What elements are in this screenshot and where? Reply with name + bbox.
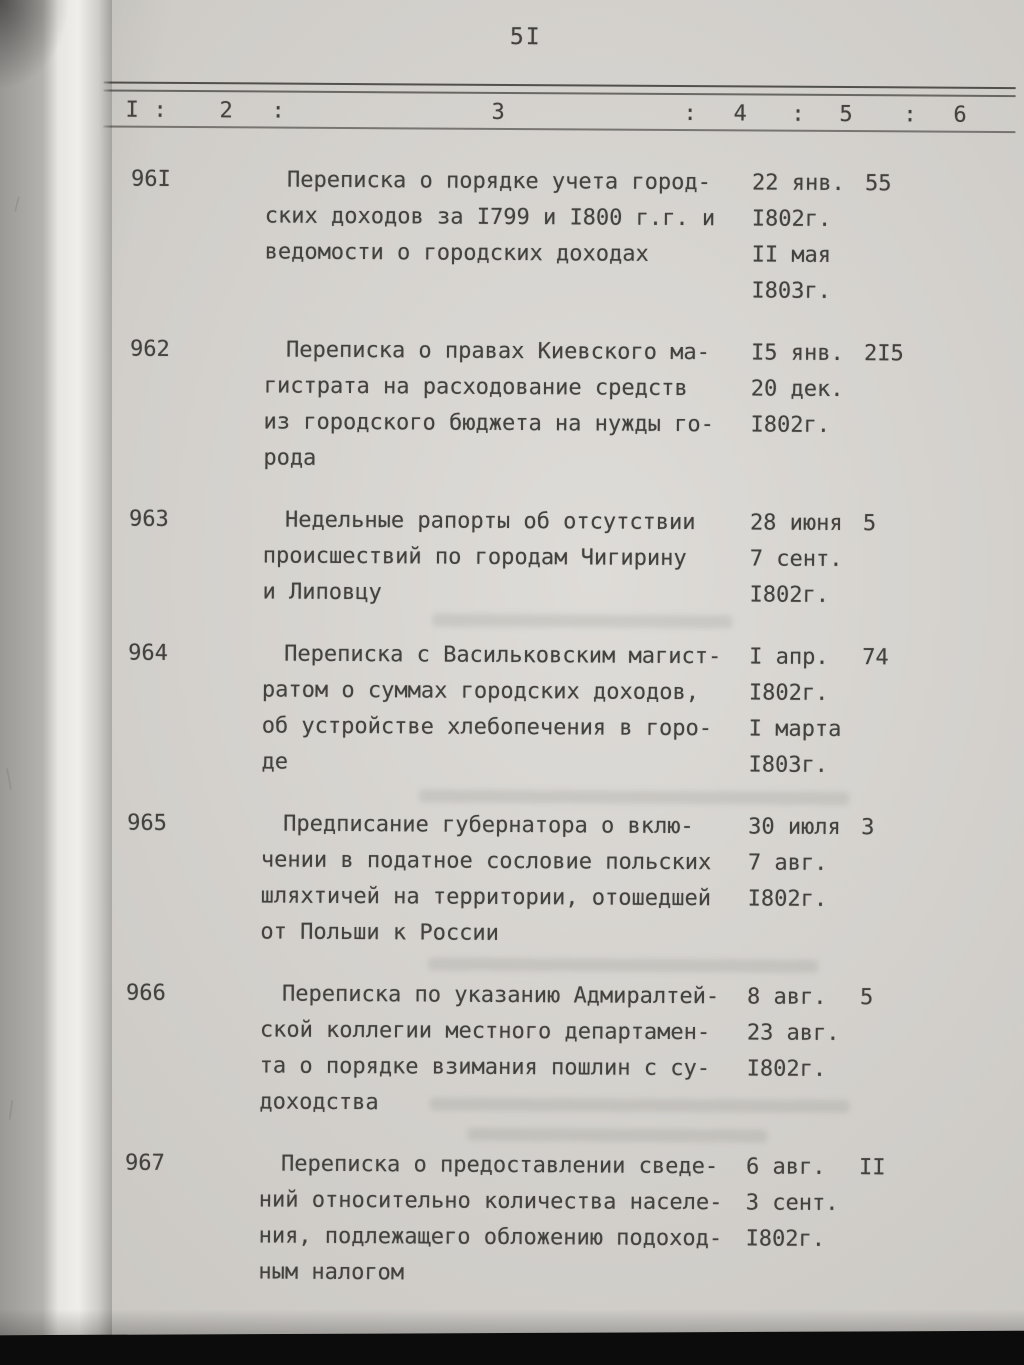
entry-dates: 28 июня 7 сент. I802г. [749, 510, 843, 608]
column-label-3: 3 [491, 99, 505, 125]
inventory-entry [0, 501, 1024, 615]
entry-description: Недельные рапорты об отсутствии происшествий по городам Чигирину и Липовцу [262, 507, 696, 606]
entry-page-count: 2I5 [863, 341, 904, 367]
inventory-entries-list [0, 161, 1024, 1321]
entry-page-count: 55 [864, 171, 892, 197]
entry-description: Переписка с Васильковским магист- ратом о суммах городских доходов, об устройстве хлебопечения в горо- де [261, 641, 722, 775]
column-separator: : [271, 98, 285, 124]
entry-page-count: II [858, 1155, 886, 1181]
entry-dates: 22 янв. I802г. II мая I803г. [751, 170, 845, 304]
table-column-header [3, 97, 1024, 129]
bleed-through-smudge [432, 614, 732, 629]
entry-number: 967 [124, 1150, 165, 1176]
entry-number: 966 [126, 980, 166, 1006]
entry-number: 964 [128, 640, 168, 666]
column-separator: : [791, 101, 805, 127]
column-separator: : [153, 97, 167, 123]
column-label-6: 6 [953, 102, 967, 128]
entry-description: Предписание губернатора о вклю- чении в податное сословие польских шляхтичей на территории, отошедшей от Польши к России [260, 811, 712, 946]
bleed-through-smudge [467, 1128, 767, 1143]
bleed-through-smudge [428, 957, 818, 972]
inventory-entry [2, 161, 1024, 311]
bleed-through-smudge [419, 789, 849, 805]
entry-number: 96I [130, 166, 171, 192]
entry-page-count: 3 [861, 815, 875, 841]
entry-page-count: 74 [862, 645, 889, 671]
column-separator: : [903, 102, 917, 128]
entry-number: 965 [127, 810, 167, 836]
entry-dates: I апр. I802г. I марта I803г. [748, 644, 842, 778]
entry-dates: 6 авг. 3 сент. I802г. [745, 1154, 839, 1252]
column-label-1: I [125, 97, 139, 123]
double-rule [104, 81, 1016, 97]
inventory-entry [1, 331, 1024, 481]
entry-number: 963 [128, 506, 169, 532]
bleed-through-smudge [429, 1098, 849, 1114]
inventory-entry [0, 805, 1023, 955]
entry-description: Переписка о предоставлении сведе- ний относительно количества населе- ния, подлежащего обложению подоход- ным налогом [258, 1151, 723, 1286]
entry-dates: 8 авг. 23 авг. I802г. [746, 984, 840, 1082]
page-number: 5I [509, 23, 542, 51]
photo-edge-bar [0, 1331, 1024, 1365]
entry-dates: I5 янв. 20 дек. I802г. [750, 340, 844, 438]
inventory-entry [0, 1145, 1021, 1295]
entry-page-count: 5 [862, 511, 877, 537]
entry-description: Переписка о порядке учета город- ских доходов за I799 и I800 г.г. и ведомости о городских доходах [264, 167, 716, 267]
column-label-4: 4 [733, 101, 747, 127]
column-label-5: 5 [839, 101, 853, 128]
corner-shadow [0, 0, 70, 90]
entry-description: Переписка по указанию Адмиралтей- ской коллегии местного департамен- та о порядке взимания пошлин с су- доходства [259, 981, 720, 1116]
column-label-2: 2 [219, 98, 233, 124]
entry-description: Переписка о правах Киевского ма- гистрата на расходование средств из городского бюджета на нужды го- рода [263, 337, 714, 471]
entry-dates: 30 июля 7 авг. I802г. [747, 814, 841, 912]
entry-page-count: 5 [860, 985, 874, 1011]
entry-number: 962 [129, 336, 170, 362]
column-separator: : [683, 101, 697, 127]
inventory-entry [0, 635, 1024, 785]
